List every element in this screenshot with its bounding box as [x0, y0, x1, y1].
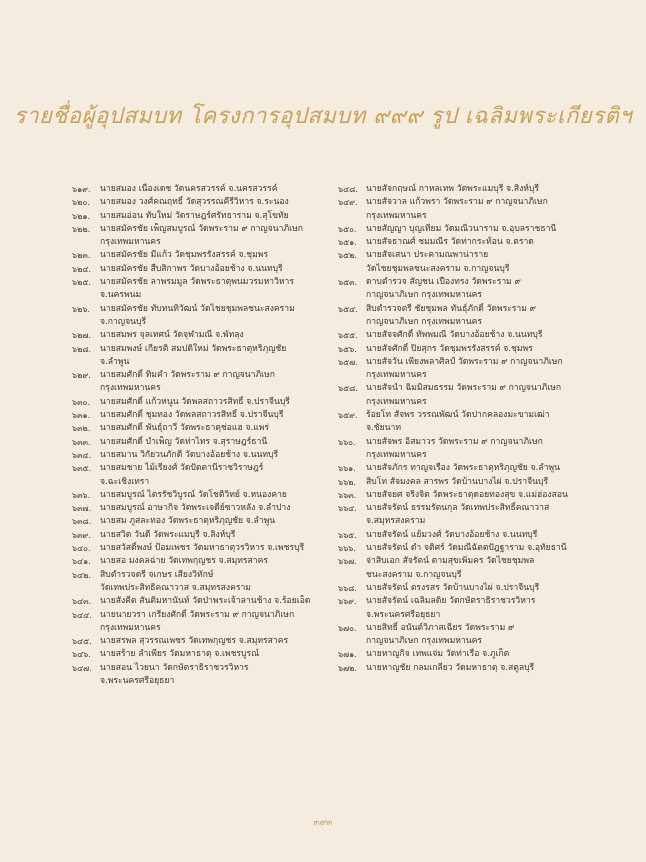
- entry-line: ดาบตำรวจ สัญชน เปืองทรง วัดพระราม ๙: [366, 277, 521, 288]
- entry-number: ๖๓๐.: [72, 397, 90, 407]
- entry-number: ๖๒๘.: [72, 344, 92, 354]
- entry-line: กรุงเทพมหานคร: [366, 370, 427, 381]
- entry-line: นายสัจจศักดิ์ ทัพพมณี วัดบางอ้อยช้าง จ.นนทบุรี: [366, 330, 543, 341]
- list-item: [338, 476, 600, 489]
- entry-line: นายสมัครชัย ทับทนทิวัฒน์ วัดไชยชุมพลชนะสงคราม: [100, 303, 295, 314]
- entry-number: ๖๒๕.: [72, 278, 91, 288]
- list-item: [72, 183, 327, 196]
- entry-text: [100, 555, 327, 568]
- entry-line: นายนายวรา เกรียงศักดิ์ วัดพระราม ๙ กาญจนาภิเษก: [100, 609, 295, 620]
- entry-number: ๖๔๗.: [72, 663, 92, 673]
- entry-text: [366, 542, 600, 555]
- entry-text: [100, 515, 327, 528]
- entry-line: จ.กาญจนบุรี: [100, 316, 147, 327]
- page-title: รายชื่อผู้อุปสมบท โครงการอุปสมบท ๙๙๙ รูป เฉลิมพระเกียรติฯ: [13, 104, 633, 129]
- list-item: [72, 555, 327, 568]
- list-item: [338, 303, 600, 330]
- entry-text: [100, 249, 327, 262]
- entry-line: นายสัจนำ ฉิมมิสมธรรม วัดพระราม ๙ กาญจนาภิเษก: [366, 383, 562, 394]
- entry-line: ร้อยโท สัจพร วรรณพัฒน์ วัดปากคลองมะขามเฒ่า: [366, 410, 550, 421]
- entry-line: นายสมศักดิ์ บำเพ็ญ วัดท่าไทร จ.สุราษฎร์ธานี: [100, 436, 268, 447]
- entry-line: จ่าสิบเอก สัจรัตน์ ตามสุขเพิ่มคร วัดไชยชุมพล: [366, 556, 535, 567]
- entry-text: [366, 582, 600, 595]
- entry-text: [366, 555, 600, 582]
- entry-number: ๖๓๑.: [72, 411, 91, 421]
- page-number: ๓๙๓: [313, 818, 333, 828]
- entry-text: [366, 502, 600, 529]
- entry-text: [366, 436, 600, 463]
- list-item: [72, 329, 327, 342]
- entry-line: นายสมาน วิกัยวนภักดี วัดบางอ้อยช้าง จ.นนทบุรี: [100, 449, 279, 460]
- entry-number: ๖๒๙.: [72, 371, 91, 381]
- entry-text: [100, 343, 327, 370]
- entry-line: นายสมบูรณ์ ไตรรัชวิบูรณ์ วัดโชติวิทย์ จ.หนองคาย: [100, 489, 287, 500]
- entry-line: นายสมชาย ไม้เรียงศ์ วัดปัตตานีราชวิราษฎร์: [100, 463, 264, 474]
- entry-line: นายสมศักดิ์ แก้วหนูน วัดพลสถาวรสิทธิ์ จ.ปราจีนบุรี: [100, 396, 290, 407]
- entry-line: สิบตำรวจตรี ชัยชุมพล ทันธุ์ภักดิ์ วัดพระราม ๙: [366, 303, 536, 314]
- list-item: [338, 409, 600, 436]
- list-item: [72, 595, 327, 608]
- list-item: [72, 223, 327, 250]
- list-item: [338, 542, 600, 555]
- entry-line: นายสมพร จุลเทศน์ วัดจุฬามณี จ.พัทลุง: [100, 330, 244, 341]
- list-item: [338, 343, 600, 356]
- entry-line: จ.ฉะเชิงเทรา: [100, 476, 150, 487]
- entry-line: จ.ชัยนาท: [366, 423, 402, 434]
- entry-number: ๖๕๓.: [338, 278, 358, 288]
- entry-number: ๖๓๗.: [72, 504, 92, 514]
- entry-line: นายสัจรัตน์ เฉลิมลดิย วัดกษัตราธิราชวรวิหาร: [366, 596, 536, 607]
- entry-number: ๖๓๖.: [72, 490, 91, 500]
- list-item: [72, 303, 327, 330]
- entry-number: ๖๔๑.: [72, 557, 91, 567]
- entry-line: นายสวัสดิ์พงษ์ ป้อมเพชร วัดมหาธาตุวรวิหาร จ.เพชรบุรี: [100, 543, 305, 554]
- entry-line: นายสัจรัตน์ แย้มวงศ์ วัดบางอ้อยช้าง จ.นนทบุรี: [366, 529, 538, 540]
- list-item: [72, 210, 327, 223]
- entry-number: ๖๖๖.: [338, 544, 356, 554]
- entry-text: [366, 183, 600, 196]
- list-item: [72, 263, 327, 276]
- entry-line: กาญจนาภิเษก กรุงเทพมหานคร: [366, 316, 482, 327]
- list-item: [338, 502, 600, 529]
- entry-line: นายสมบูรณ์ อาษากิจ วัดพระเจดีย์ซาวหลัง จ.ลำปาง: [100, 503, 291, 514]
- entry-number: ๖๗๑.: [338, 650, 357, 660]
- list-item: [72, 196, 327, 209]
- list-item: [338, 249, 600, 276]
- list-item: [72, 449, 327, 462]
- entry-text: [100, 303, 327, 330]
- entry-line: นายสัจวาล แก้วพรา วัดพระราม ๙ กาญจนาภิเษก: [366, 197, 548, 208]
- list-item: [72, 462, 327, 489]
- list-item: [72, 542, 327, 555]
- entry-text: [366, 249, 600, 276]
- entry-number: ๖๖๑.: [338, 464, 356, 474]
- entry-line: นายสร้าย ลำเพียร วัดมหาธาตุ จ.เพชรบูรณ์: [100, 649, 260, 660]
- entry-text: [100, 489, 327, 502]
- entry-text: [100, 502, 327, 515]
- entry-text: [366, 662, 600, 675]
- entry-number: ๖๖๘.: [338, 583, 357, 593]
- entry-text: [100, 449, 327, 462]
- entry-text: [100, 196, 327, 209]
- list-item: [338, 329, 600, 342]
- entry-number: ๖๕๐.: [338, 224, 357, 234]
- entry-text: [100, 569, 327, 596]
- entry-text: [100, 595, 327, 608]
- list-item: [72, 609, 327, 636]
- entry-line: นายสัจรัตน์ ตรงรสร วัดบ้านบางไผ่ จ.ปราจีนบุรี: [366, 582, 540, 593]
- entry-line: นายสิทธิ์ อนันต์วิภาสเฉียร วัดพระราม ๙: [366, 622, 515, 633]
- entry-line: กรุงเทพมหานคร: [366, 396, 427, 407]
- entry-line: กาญจนาภิเษก กรุงเทพมหานคร: [366, 636, 482, 647]
- entry-line: กรุงเทพมหานคร: [100, 622, 161, 633]
- entry-line: นายสัจธาณศ์ ชมมณีร วัดท่ากระท้อน จ.ตราด: [366, 237, 534, 248]
- entry-text: [100, 436, 327, 449]
- entry-line: กรุงเทพมหานคร: [100, 237, 161, 248]
- entry-text: [100, 276, 327, 303]
- entry-line: จ.พระนครศรีอยุธยา: [100, 675, 175, 686]
- entry-line: นายสมัครชัย ลาพรมมูล วัดพระธาตุพนมวรมหาวิหาร: [100, 277, 294, 288]
- list-item: [72, 502, 327, 515]
- entry-number: ๖๕๙.: [338, 411, 358, 421]
- entry-text: [366, 409, 600, 436]
- entry-text: [100, 210, 327, 223]
- list-item: [338, 356, 600, 383]
- list-item: [72, 249, 327, 262]
- entry-number: ๖๓๙.: [72, 530, 91, 540]
- entry-number: ๖๓๓.: [72, 437, 91, 447]
- list-item: [338, 648, 600, 661]
- list-item: [338, 276, 600, 303]
- entry-line: นายสวิต วันดี วัดพระแมบุรี จ.ลิงห์บุรี: [100, 529, 236, 540]
- entry-number: ๖๕๖.: [338, 344, 357, 354]
- entry-line: กรุงเทพมหานคร: [366, 210, 427, 221]
- entry-line: กรุงเทพมหานคร: [100, 383, 161, 394]
- entry-number: ๖๔๕.: [72, 637, 92, 647]
- list-item: [338, 223, 600, 236]
- list-item: [338, 622, 600, 649]
- entry-text: [366, 196, 600, 223]
- entry-number: ๖๔๓.: [72, 597, 92, 607]
- entry-text: [366, 276, 600, 303]
- entry-number: ๖๖๕.: [338, 530, 357, 540]
- entry-line: นายหาญกิจ เทพแจ่ม วัดท่าเรือ จ.ภูเก็ต: [366, 649, 510, 660]
- entry-number: ๖๗๒.: [338, 663, 357, 673]
- entry-line: กรุงเทพมหานคร: [366, 449, 427, 460]
- entry-number: ๖๕๑.: [338, 238, 357, 248]
- entry-line: กาญจนาภิเษก กรุงเทพมหานคร: [366, 290, 482, 301]
- list-item: [72, 409, 327, 422]
- entry-number: ๖๒๐.: [72, 198, 90, 208]
- entry-line: สิบโท สัจมงคล สารพร วัดบ้านบางไผ่ จ.ปราจีนบุรี: [366, 476, 549, 487]
- entry-line: จ.สมุทรสงคราม: [366, 516, 426, 527]
- list-item: [72, 343, 327, 370]
- entry-text: [100, 529, 327, 542]
- entry-number: ๖๗๐.: [338, 623, 357, 633]
- entry-number: ๖๔๙.: [338, 198, 358, 208]
- entry-text: [366, 236, 600, 249]
- entry-number: ๖๒๔.: [72, 264, 91, 274]
- entry-line: ชนะสงคราม จ.กาญจนบุรี: [366, 569, 462, 580]
- entry-line: นายสัญญา บุญเทียม วัดมณีวนาราม จ.อุบลราชธานี: [366, 223, 557, 234]
- entry-line: จ.ลำพูน: [100, 356, 130, 367]
- entry-text: [366, 329, 600, 342]
- entry-line: นายสัจพร อิสมาวร วัดพระราม ๙ กาญจนาภิเษก: [366, 436, 543, 447]
- entry-text: [100, 263, 327, 276]
- entry-text: [366, 303, 600, 330]
- entry-number: ๖๒๒.: [72, 224, 91, 234]
- list-item: [338, 236, 600, 249]
- list-item: [338, 382, 600, 409]
- entry-line: นายสมศักดิ์ ทิมคำ วัดพระราม ๙ กาญจนาภิเษก: [100, 370, 275, 381]
- entry-line: นายสอน ไวยนา วัดกษัตราธิราชวรวิหาร: [100, 662, 249, 673]
- right-column: [338, 183, 600, 675]
- left-column: [72, 183, 327, 688]
- entry-number: ๖๖๗.: [338, 557, 357, 567]
- list-item: [338, 436, 600, 463]
- entry-number: ๖๔๘.: [338, 185, 358, 194]
- list-item: [338, 529, 600, 542]
- list-item: [338, 183, 600, 196]
- list-item: [72, 489, 327, 502]
- list-item: [72, 276, 327, 303]
- entry-text: [100, 542, 327, 555]
- entry-line: สิบตำรวจตรี จเกษร เสียงวิทักษ์: [100, 569, 214, 580]
- entry-number: ๖๒๓.: [72, 251, 91, 261]
- entry-line: นายสัจยศ จริงจิต วัดพระธาตุดอยทองสุข จ.แม่ฮ่องสอน: [366, 489, 568, 500]
- entry-number: ๖๖๐.: [338, 437, 356, 447]
- entry-line: จ.พระนครศรีอยุธยา: [366, 609, 441, 620]
- list-item: [72, 422, 327, 435]
- entry-text: [366, 382, 600, 409]
- entry-line: นายสัจรัตน์ ดำ จติศร์ วัดมณีฉัตตปัฎฐาราม จ.อุทัยธานี: [366, 543, 567, 554]
- entry-number: ๖๔๒.: [72, 570, 91, 580]
- entry-text: [366, 622, 600, 649]
- entry-text: [100, 635, 327, 648]
- list-item: [338, 489, 600, 502]
- entry-line: วัดเทพประสิทธิคณาวาส จ.สมุทรสงคราม: [100, 582, 251, 593]
- entry-line: นายสัจศักดิ์ ปิยสุกร วัดชุมพรรังสรรค์ จ.ชุมพร: [366, 343, 533, 354]
- entry-line: นายสมัครชัย เพ็ญสมบูรณ์ วัดพระราม ๙ กาญจนาภิเษก: [100, 223, 303, 234]
- list-item: [72, 396, 327, 409]
- list-item: [72, 515, 327, 528]
- entry-text: [100, 422, 327, 435]
- entry-line: นายสรพล สุวรรณเพชร วัดเทพกุญชร จ.สมุทรสาคร: [100, 636, 289, 647]
- entry-number: ๖๔๖.: [72, 650, 91, 660]
- entry-number: ๖๒๖.: [72, 304, 90, 314]
- entry-text: [366, 223, 600, 236]
- entry-text: [366, 476, 600, 489]
- entry-number: ๖๖๓.: [338, 490, 357, 500]
- entry-number: ๖๖๔.: [338, 504, 357, 514]
- entry-text: [100, 462, 327, 489]
- entry-line: นายสมัครชัย สืบสิกาพร วัดบางอ้อยช้าง จ.นนทบุรี: [100, 263, 283, 274]
- entry-text: [366, 595, 600, 622]
- entry-text: [366, 343, 600, 356]
- entry-text: [366, 489, 600, 502]
- entry-line: นายสมพงษ์ เกียรติ สมปติใหม่ วัดพระธาตุหริภุญชัย: [100, 343, 287, 354]
- entry-number: ๖๒๑.: [72, 211, 90, 221]
- entry-number: ๖๓๔.: [72, 450, 92, 460]
- entry-line: นายสมอง เนื่องเดช วัดนครสวรรค์ จ.นครสวรรค์: [100, 184, 278, 194]
- list-item: [338, 662, 600, 675]
- entry-line: นายสอ มงคลฉ่าย วัดเทพกุญชร จ.สมุทรสาคร: [100, 556, 268, 567]
- entry-text: [100, 369, 327, 396]
- entry-number: ๖๓๒.: [72, 424, 91, 434]
- list-item: [72, 662, 327, 689]
- entry-line: นายสมศักดิ์ พันธุ์ถาวี วัดพระธาตุช่อแฮ จ.แพร่: [100, 423, 270, 434]
- entry-line: นายสมอง วงศ์คณฤทธิ์ วัดสุวรรณคีรีวิหาร จ.ระนอง: [100, 197, 289, 208]
- entry-number: ๖๕๔.: [338, 304, 358, 314]
- list-item: [72, 436, 327, 449]
- entry-text: [366, 529, 600, 542]
- entry-line: นายหาญชัย กลมเกลียว วัดมหาธาตุ จ.สตูลบุรี: [366, 662, 535, 673]
- entry-number: ๖๔๐.: [72, 544, 91, 554]
- entry-line: นายสัจรัตน์ ธรรมรัตนกุล วัดเทพประสิทธิ์คณาวาส: [366, 503, 550, 514]
- entry-number: ๖๒๗.: [72, 331, 91, 341]
- entry-line: นายสมัครชัย มีแก้ว วัดชุมพรรังสรรค์ จ.ชุมพร: [100, 250, 269, 261]
- entry-line: นายสมอ่อน ทับใหม่ วัดราษฎร์ศรัทธาราม จ.สุโขทัย: [100, 210, 289, 221]
- list-item: [72, 369, 327, 396]
- list-item: [338, 196, 600, 223]
- entry-number: ๖๕๕.: [338, 331, 358, 341]
- entry-text: [366, 356, 600, 383]
- entry-text: [100, 223, 327, 250]
- entry-line: นายสัจเสนา ประคามณพาน่าราย: [366, 250, 489, 261]
- entry-number: ๖๓๘.: [72, 517, 92, 527]
- entry-line: นายสัจภักร ทาญจเรือง วัดพระธาตุหริภุญชัย จ.ลำพูน: [366, 463, 560, 474]
- entry-number: ๖๕๗.: [338, 357, 358, 367]
- entry-line: นายสม ภูสละทอง วัดพระธาตุหริภุญชัย จ.ลำพูน: [100, 516, 276, 527]
- entry-line: นายสัจวัน เพียงพลาศิลป์ วัดพระราม ๙ กาญจนาภิเษก: [366, 356, 563, 367]
- entry-line: วัดไชยชุมพลชนะสงคราม จ.กาญจนบุรี: [366, 263, 510, 274]
- entry-text: [366, 648, 600, 661]
- entry-text: [100, 662, 327, 689]
- entry-number: ๖๓๕.: [72, 464, 92, 474]
- list-item: [72, 635, 327, 648]
- entry-number: ๖๖๒.: [338, 477, 356, 487]
- list-item: [338, 582, 600, 595]
- entry-line: นายสมศักดิ์ ชุมทอง วัดพลสถาวรสิทธิ์ จ.ปราจีนบุรี: [100, 410, 284, 421]
- list-item: [72, 648, 327, 661]
- entry-number: ๖๑๙.: [72, 185, 91, 194]
- entry-text: [100, 183, 327, 196]
- entry-text: [100, 329, 327, 342]
- list-item: [72, 529, 327, 542]
- list-item: [338, 462, 600, 475]
- entry-text: [366, 462, 600, 475]
- list-item: [338, 555, 600, 582]
- entry-number: ๖๔๔.: [72, 610, 92, 620]
- list-item: [72, 569, 327, 596]
- entry-number: ๖๕๒.: [338, 251, 357, 261]
- entry-text: [100, 648, 327, 661]
- entry-line: จ.นครพนม: [100, 290, 142, 301]
- entry-number: ๖๖๙.: [338, 597, 357, 607]
- entry-text: [100, 609, 327, 636]
- entry-text: [100, 409, 327, 422]
- entry-number: ๖๕๘.: [338, 384, 358, 394]
- entry-line: นายสัจกฤษณ์ กาหลเทพ วัดพระแมบุรี จ.สิงห์บุรี: [366, 184, 540, 194]
- entry-text: [100, 396, 327, 409]
- list-item: [338, 595, 600, 622]
- entry-line: นายสังคีต สันติมหานันท์ วัดป่าพระเจ้าลานช้าง จ.ร้อยเอ็ด: [100, 596, 311, 607]
